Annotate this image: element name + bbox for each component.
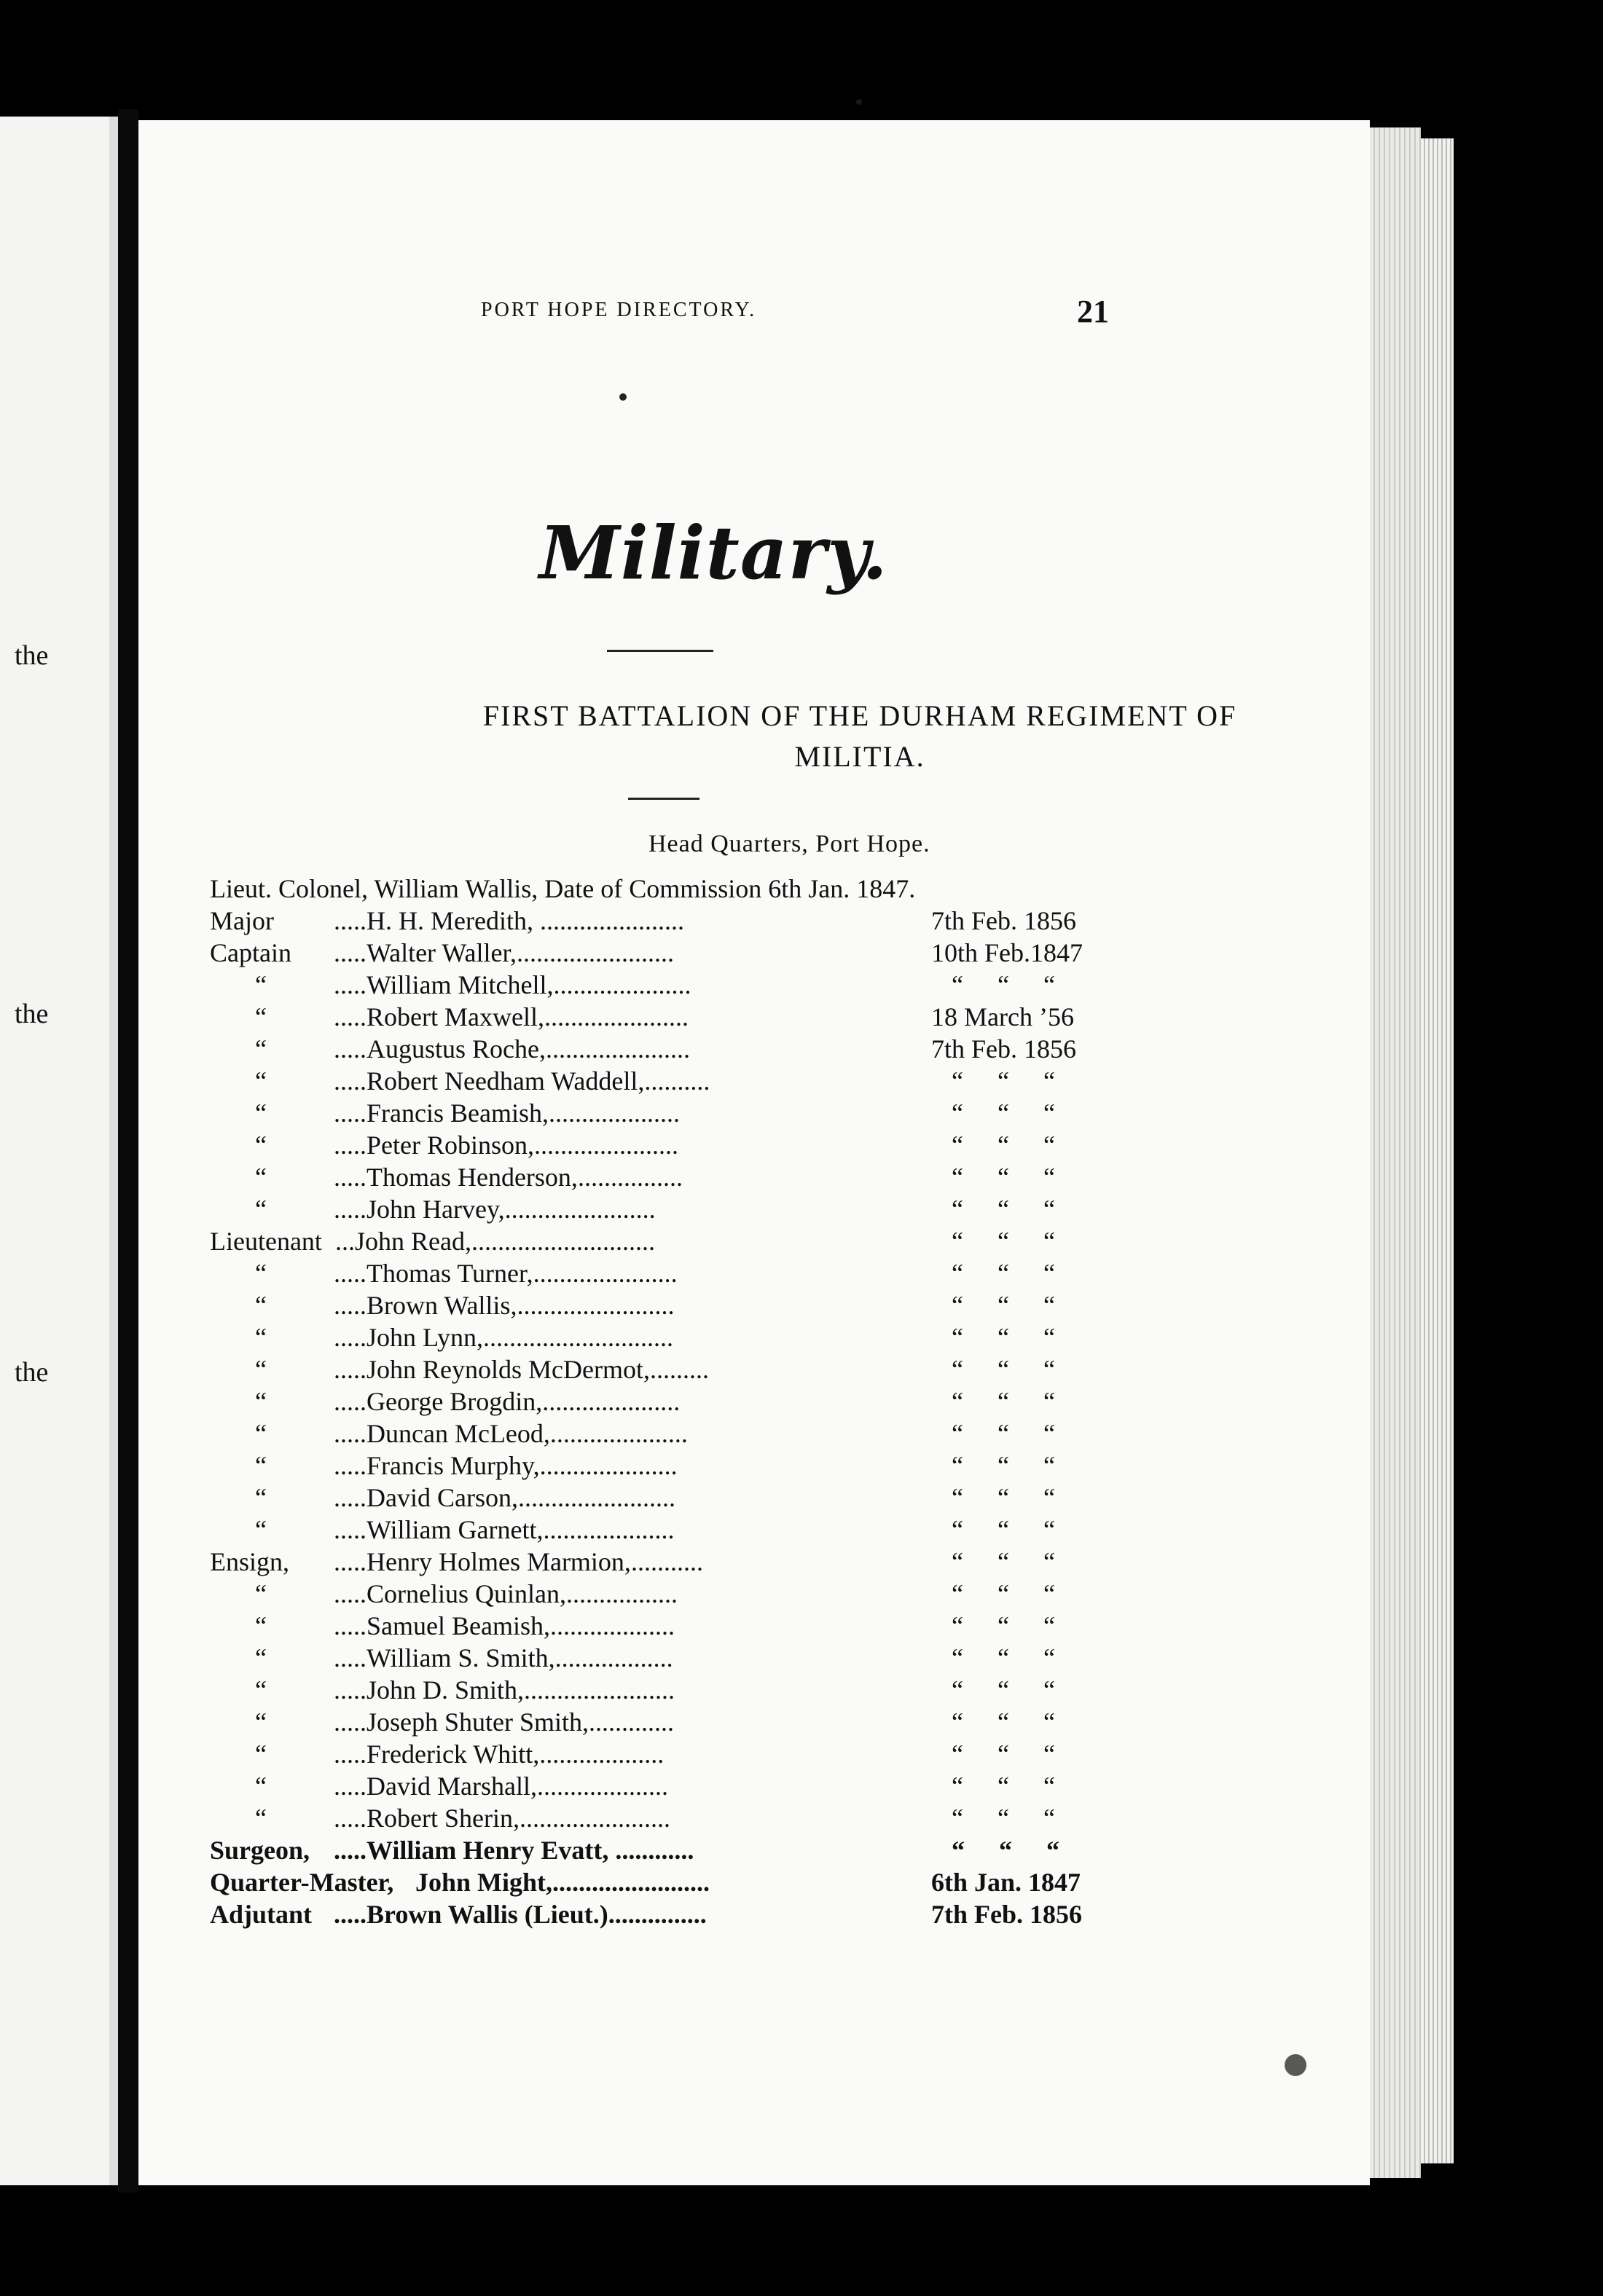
officer-rank: “ <box>255 1483 267 1512</box>
leader-dots: ....................... <box>524 1675 675 1705</box>
leader-dots: ............................. <box>483 1323 674 1352</box>
leader-dots: ..... <box>334 1066 367 1096</box>
commission-date: “ “ “ <box>952 1547 1055 1576</box>
commission-date: “ “ “ <box>952 1772 1055 1801</box>
officer-row <box>210 1578 1150 1610</box>
leader-dots: ...................... <box>533 1259 678 1288</box>
leader-dots: ...................... <box>534 1131 678 1160</box>
page-number: 21 <box>1077 294 1109 329</box>
leader-dots: ............................ <box>471 1227 655 1256</box>
officer-entry <box>334 1353 709 1385</box>
officer-name: Walter Waller, <box>367 938 517 967</box>
officer-name: William S. Smith, <box>367 1643 555 1672</box>
book-gutter <box>118 109 138 2193</box>
officer-name: Robert Maxwell, <box>367 1002 544 1031</box>
officer-name: David Marshall, <box>367 1772 537 1801</box>
leader-dots: .................... <box>536 1772 668 1801</box>
officer-entry <box>334 1385 680 1418</box>
officer-name: Samuel Beamish, <box>367 1611 550 1640</box>
leader-dots: .................... <box>548 1098 680 1128</box>
officer-list <box>210 873 1150 1930</box>
leader-dots: .................. <box>554 1643 673 1672</box>
leader-dots: ..................... <box>542 1387 681 1416</box>
head-quarters: Head Quarters, Port Hope. <box>648 830 930 857</box>
officer-row <box>210 1129 1150 1161</box>
leader-dots: ..... <box>334 1034 367 1064</box>
leader-dots: ..... <box>334 1259 367 1288</box>
leader-dots: ..... <box>334 1355 367 1384</box>
leader-dots: ..................... <box>549 1419 688 1448</box>
officer-rank: “ <box>255 1131 267 1160</box>
commission-date: 7th Feb. 1856 <box>931 906 1077 935</box>
officer-row <box>210 969 1150 1001</box>
commission-date: 18 March ’56 <box>931 1002 1074 1031</box>
officer-name: David Carson, <box>367 1483 518 1512</box>
officer-name: John Harvey, <box>367 1195 505 1224</box>
divider <box>628 798 699 800</box>
commission-date: “ “ “ <box>952 1643 1055 1672</box>
leader-dots: ..... <box>334 1419 367 1448</box>
leader-dots: ... <box>335 1227 355 1256</box>
leader-dots: ..... <box>334 1579 367 1608</box>
leader-dots: ..... <box>334 1163 367 1192</box>
leader-dots: ..... <box>334 1547 367 1576</box>
leader-dots: ..... <box>334 1900 367 1929</box>
leader-dots: ..... <box>334 1098 367 1128</box>
officer-entry <box>334 1834 694 1866</box>
leader-dots: ..... <box>334 1131 367 1160</box>
leader-dots: ........................ <box>517 938 674 967</box>
officer-name: Cornelius Quinlan, <box>367 1579 566 1608</box>
officer-name: John D. Smith, <box>367 1675 525 1705</box>
officer-entry <box>334 1674 675 1706</box>
officer-name: Henry Holmes Marmion, <box>367 1547 631 1576</box>
officer-name: William Henry Evatt, <box>367 1836 609 1865</box>
officer-entry <box>415 1866 710 1898</box>
officer-rank: “ <box>255 1739 267 1769</box>
commission-date: “ “ “ <box>952 1611 1055 1640</box>
officer-name: William Garnett, <box>367 1515 544 1544</box>
leader-dots: ....................... <box>504 1195 656 1224</box>
commission-date: “ “ “ <box>952 1291 1055 1320</box>
commission-date: 10th Feb.1847 <box>931 938 1083 967</box>
leader-dots: ..... <box>334 938 367 967</box>
left-page-fragment: the <box>15 999 49 1029</box>
officer-row <box>210 1770 1150 1802</box>
page-edges <box>1370 127 1421 2178</box>
officer-name: John Reynolds McDermot, <box>367 1355 650 1384</box>
officer-entry <box>334 1129 678 1161</box>
officer-rank: “ <box>255 1002 267 1031</box>
left-page <box>0 117 118 2185</box>
officer-entry <box>334 1450 678 1482</box>
leader-dots: ..... <box>334 1515 367 1544</box>
officer-entry <box>334 1033 690 1065</box>
commission-date: “ “ “ <box>952 1066 1055 1096</box>
commission-date: “ “ “ <box>952 1707 1055 1737</box>
commission-date: “ “ “ <box>952 1451 1055 1480</box>
officer-name: John Might, <box>415 1868 553 1897</box>
officer-rank: “ <box>255 1772 267 1801</box>
officer-rank: “ <box>255 1451 267 1480</box>
officer-entry <box>334 1418 688 1450</box>
leader-dots: ..... <box>334 1707 367 1737</box>
officer-name: George Brogdin, <box>367 1387 543 1416</box>
officer-row <box>210 1866 1150 1898</box>
officer-row <box>210 1225 1150 1257</box>
print-speck <box>1285 2054 1306 2076</box>
commission-date: “ “ “ <box>952 1259 1055 1288</box>
officer-rank: “ <box>255 1355 267 1384</box>
officer-name: Thomas Turner, <box>367 1259 533 1288</box>
leader-dots: ........................ <box>552 1868 710 1897</box>
officer-entry <box>334 1001 689 1033</box>
officer-row <box>210 1001 1150 1033</box>
officer-rank: “ <box>255 1387 267 1416</box>
leader-dots: ..... <box>334 1451 367 1480</box>
heading-line: MILITIA. <box>794 740 925 773</box>
commission-date: “ “ “ <box>952 1515 1055 1544</box>
left-page-fragment: the <box>15 1357 49 1388</box>
officer-name: Robert Sherin, <box>367 1804 520 1833</box>
leader-dots: ..... <box>334 906 367 935</box>
officer-rank: Adjutant <box>210 1900 313 1929</box>
officer-rank: Captain <box>210 938 291 967</box>
leader-dots: ................... <box>539 1739 665 1769</box>
officer-entry <box>334 1898 707 1930</box>
officer-row <box>210 1321 1150 1353</box>
officer-rank: “ <box>255 1643 267 1672</box>
officer-row <box>210 1642 1150 1674</box>
commission-date: 6th Jan. 1847 <box>931 1868 1081 1897</box>
officer-entry <box>334 1706 674 1738</box>
commission-date: “ “ “ <box>952 1579 1055 1608</box>
leader-dots: ...................... <box>544 1002 689 1031</box>
officer-name: Robert Needham Waddell, <box>367 1066 645 1096</box>
commission-date: 7th Feb. 1856 <box>931 1034 1077 1064</box>
officer-rank: “ <box>255 1291 267 1320</box>
commission-date: “ “ “ <box>952 1739 1055 1769</box>
officer-name: Frederick Whitt, <box>367 1739 540 1769</box>
left-page-edge <box>109 117 118 2185</box>
officer-rank: Ensign, <box>210 1547 290 1576</box>
officer-row <box>210 1834 1150 1866</box>
commission-date: “ “ “ <box>952 1419 1055 1448</box>
officer-entry <box>334 905 684 937</box>
leader-dots: ..... <box>334 1804 367 1833</box>
officer-rank: “ <box>255 1163 267 1192</box>
officer-name: Duncan McLeod, <box>367 1419 550 1448</box>
leader-dots: ............. <box>589 1707 675 1737</box>
leader-dots: ..... <box>334 1611 367 1640</box>
officer-entry <box>334 1802 670 1834</box>
leader-dots: ..... <box>334 1643 367 1672</box>
officer-rank: “ <box>255 1675 267 1705</box>
officer-entry <box>334 1738 664 1770</box>
officer-row <box>210 1161 1150 1193</box>
officer-entry <box>334 1289 674 1321</box>
page-title: Military. <box>539 510 888 596</box>
officer-entry <box>334 1193 656 1225</box>
officer-row <box>210 1546 1150 1578</box>
leader-dots: ............ <box>608 1836 694 1865</box>
commission-date: “ “ “ <box>952 1483 1055 1512</box>
officer-entry <box>334 1161 683 1193</box>
leader-dots: ..... <box>334 970 367 999</box>
leader-dots: ...................... <box>546 1034 690 1064</box>
officer-rank: “ <box>255 1259 267 1288</box>
commission-date: “ “ “ <box>952 1131 1055 1160</box>
commission-date: “ “ “ <box>952 1804 1055 1833</box>
colonel-row <box>210 873 1150 905</box>
officer-entry <box>334 1770 668 1802</box>
commission-date: 7th Feb. 1856 <box>931 1900 1082 1929</box>
officer-entry <box>334 1065 710 1097</box>
officer-entry <box>334 1546 703 1578</box>
commission-date: “ “ “ <box>952 1227 1055 1256</box>
leader-dots: ..... <box>334 1772 367 1801</box>
officer-row <box>210 1738 1150 1770</box>
officer-rank: “ <box>255 1323 267 1352</box>
leader-dots: ..... <box>334 1195 367 1224</box>
officer-name: Peter Robinson, <box>367 1131 534 1160</box>
officer-name: William Mitchell, <box>367 970 554 999</box>
officer-entry <box>334 969 691 1001</box>
officer-name: Brown Wallis (Lieut.) <box>367 1900 608 1929</box>
officer-name: Francis Beamish, <box>367 1098 549 1128</box>
officer-row <box>210 1033 1150 1065</box>
officer-rank: “ <box>255 1579 267 1608</box>
leader-dots: ........................ <box>517 1483 675 1512</box>
page-edges-outer <box>1421 138 1454 2163</box>
leader-dots: ...................... <box>533 906 684 935</box>
leader-dots: ..... <box>334 1483 367 1512</box>
leader-dots: ................... <box>549 1611 675 1640</box>
leader-dots: ..... <box>334 1675 367 1705</box>
officer-rank: Lieutenant <box>210 1227 322 1256</box>
leader-dots: ........... <box>630 1547 703 1576</box>
commission-date: “ “ “ <box>952 970 1055 999</box>
officer-entry <box>334 1097 680 1129</box>
leader-dots: .......... <box>644 1066 710 1096</box>
officer-row <box>210 1898 1150 1930</box>
officer-row <box>210 1353 1150 1385</box>
officer-row <box>210 937 1150 969</box>
officer-row <box>210 1802 1150 1834</box>
commission-date: “ “ “ <box>952 1675 1055 1705</box>
officer-name: H. H. Meredith, <box>367 906 533 935</box>
officer-row <box>210 1514 1150 1546</box>
leader-dots: ....................... <box>519 1804 670 1833</box>
officer-rank: “ <box>255 1707 267 1737</box>
commission-date: “ “ “ <box>952 1836 1059 1865</box>
officer-row <box>210 1289 1150 1321</box>
officer-entry <box>334 1610 675 1642</box>
officer-row <box>210 1418 1150 1450</box>
colonel-text: Lieut. Colonel, William Wallis, Date of Commission 6th Jan. 1847. <box>210 874 916 903</box>
officer-entry <box>334 1578 678 1610</box>
leader-dots: ..... <box>334 1836 367 1865</box>
officer-entry <box>335 1225 655 1257</box>
officer-row <box>210 1482 1150 1514</box>
officer-rank: “ <box>255 1419 267 1448</box>
officer-row <box>210 1097 1150 1129</box>
leader-dots: ......... <box>649 1355 709 1384</box>
officer-name: Joseph Shuter Smith, <box>367 1707 589 1737</box>
commission-date: “ “ “ <box>952 1323 1055 1352</box>
leader-dots: ..... <box>334 1739 367 1769</box>
officer-row <box>210 1065 1150 1097</box>
officer-rank: “ <box>255 1515 267 1544</box>
leader-dots: ..... <box>334 1323 367 1352</box>
commission-date: “ “ “ <box>952 1387 1055 1416</box>
leader-dots: ........................ <box>517 1291 675 1320</box>
leader-dots: ..... <box>334 1002 367 1031</box>
officer-rank: “ <box>255 1804 267 1833</box>
left-page-fragment: the <box>15 640 49 671</box>
commission-date: “ “ “ <box>952 1098 1055 1128</box>
officer-entry <box>334 1482 675 1514</box>
commission-date: “ “ “ <box>952 1163 1055 1192</box>
commission-date: “ “ “ <box>952 1195 1055 1224</box>
battalion-heading <box>0 696 1603 777</box>
officer-row <box>210 1610 1150 1642</box>
leader-dots: ............... <box>608 1900 707 1929</box>
officer-name: Brown Wallis, <box>367 1291 517 1320</box>
officer-name: Thomas Henderson, <box>367 1163 578 1192</box>
officer-name: John Read, <box>355 1227 471 1256</box>
officer-rank: “ <box>255 1034 267 1064</box>
officer-rank: “ <box>255 970 267 999</box>
officer-row <box>210 1450 1150 1482</box>
officer-row <box>210 1706 1150 1738</box>
running-header: PORT HOPE DIRECTORY. <box>481 299 757 321</box>
heading-line: FIRST BATTALION OF THE DURHAM REGIMENT OF <box>482 699 1237 732</box>
officer-rank: “ <box>255 1098 267 1128</box>
officer-entry <box>334 1642 673 1674</box>
officer-row <box>210 1257 1150 1289</box>
commission-date: “ “ “ <box>952 1355 1055 1384</box>
officer-row <box>210 905 1150 937</box>
officer-name: John Lynn, <box>367 1323 484 1352</box>
officer-name: Augustus Roche, <box>367 1034 546 1064</box>
officer-entry <box>334 1514 674 1546</box>
officer-rank: Quarter-Master, <box>210 1868 394 1897</box>
officer-row <box>210 1385 1150 1418</box>
leader-dots: ..... <box>334 1387 367 1416</box>
print-speck <box>619 393 627 401</box>
officer-row <box>210 1674 1150 1706</box>
officer-rank: “ <box>255 1066 267 1096</box>
leader-dots: ..................... <box>553 970 691 999</box>
officer-row <box>210 1193 1150 1225</box>
print-speck <box>856 99 862 105</box>
divider <box>607 650 713 652</box>
officer-entry <box>334 1257 678 1289</box>
officer-name: Francis Murphy, <box>367 1451 540 1480</box>
officer-entry <box>334 937 674 969</box>
officer-rank: “ <box>255 1611 267 1640</box>
leader-dots: ..... <box>334 1291 367 1320</box>
leader-dots: ................ <box>577 1163 683 1192</box>
leader-dots: ..................... <box>539 1451 678 1480</box>
leader-dots: ................. <box>565 1579 678 1608</box>
officer-entry <box>334 1321 673 1353</box>
leader-dots: .................... <box>543 1515 675 1544</box>
officer-rank: “ <box>255 1195 267 1224</box>
officer-rank: Major <box>210 906 274 935</box>
officer-rank: Surgeon, <box>210 1836 310 1865</box>
